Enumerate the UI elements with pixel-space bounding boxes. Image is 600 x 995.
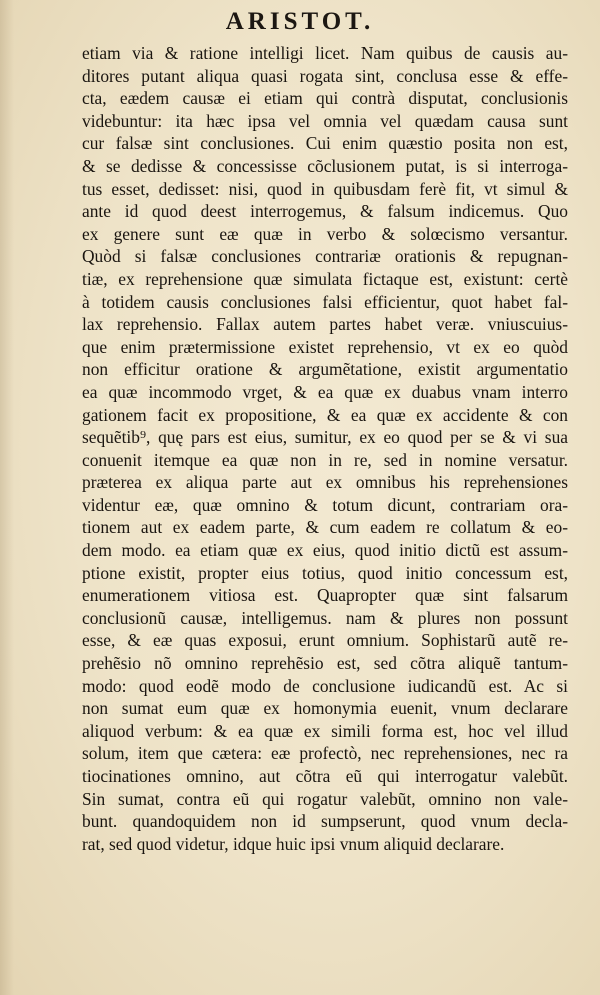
- text-line: cta, eædem causæ ei etiam qui contrà disputat, conclusionis: [82, 88, 568, 109]
- text-line: ea quæ incommodo vrget, & ea quæ ex duabus vnam interro: [82, 381, 568, 402]
- text-line: solum, item que cætera: eæ profectò, nec reprehensiones, nec ra: [82, 743, 568, 764]
- text-line: dem modo. ea etiam quæ ex eius, quod initio dictũ est assum-: [82, 540, 568, 561]
- text-line: sequẽtib⁹, quę pars est eius, sumitur, ex eo quod per se & vi sua: [82, 427, 568, 448]
- text-line: videbuntur: ita hæc ipsa vel omnia vel quædam causa sunt: [82, 110, 568, 131]
- text-line: & se dedisse & concessisse cõclusionem putat, is si interroga-: [82, 155, 568, 176]
- text-line: Quòd si falsæ conclusiones contrariæ orationis & repugnan-: [82, 246, 568, 267]
- text-line: tiocinationes omnino, aut cõtra eũ qui interrogatur valebũt.: [82, 766, 568, 786]
- text-line: Sin sumat, contra eũ qui rogatur valebũt, omnino non vale-: [82, 788, 568, 809]
- text-line: non sumat eum quæ ex homonymia euenit, vnum declarare: [82, 698, 568, 719]
- text-line: tiæ, ex reprehensione quæ simulata fictaque est, existunt: certè: [82, 268, 568, 289]
- text-line: esse, & eæ quas exposui, erunt omnium. Sophistarũ autẽ re-: [82, 630, 568, 651]
- page-gutter-shadow: [0, 0, 14, 995]
- text-line: non efficitur oratione & argumẽtatione, existit argumentatio: [82, 359, 568, 380]
- text-line: præterea ex aliqua parte aut ex omnibus his reprehensiones: [82, 472, 568, 493]
- text-line: gationem facit ex propositione, & ea quæ ex accidente & con: [82, 404, 568, 425]
- text-line: ex genere sunt eæ quæ in verbo & solœcismo versantur.: [82, 223, 568, 244]
- text-line: prehẽsio nõ omnino reprehẽsio est, sed cõtra aliquẽ tantum-: [82, 653, 568, 674]
- text-line: enumerationem vitiosa est. Quapropter quæ sint falsarum: [82, 585, 568, 606]
- text-line: que enim prætermissione existet reprehensio, vt ex eo quòd: [82, 336, 568, 357]
- body-text-block: [82, 42, 568, 855]
- text-line: rat, sed quod videtur, idque huic ipsi vnum aliquid declarare.: [82, 833, 505, 854]
- running-head: ARISTOT.: [225, 8, 375, 35]
- text-line: tionem aut ex eadem parte, & cum eadem re collatum & eo-: [82, 517, 568, 538]
- text-line: lax reprehensio. Fallax autem partes habet veræ. vniuscuius-: [82, 314, 568, 335]
- text-line: videntur eæ, quæ omnino & totum dicunt, contrariam ora-: [82, 494, 568, 515]
- text-line: bunt. quandoquidem non id sumpserunt, quod vnum decla-: [82, 811, 568, 832]
- text-line: modo: quod eodẽ modo de conclusione iudicandũ est. Ac si: [82, 675, 568, 696]
- text-line: etiam via & ratione intelligi licet. Nam quibus de causis au-: [82, 43, 568, 63]
- text-line: ditores putant aliqua quasi rogata sint, conclusa esse & effe-: [82, 65, 568, 86]
- text-line: ante id quod deest interrogemus, & falsum indicemus. Quo: [82, 201, 568, 222]
- text-line: ptione existit, propter eius totius, quod initio concessum est,: [82, 562, 568, 583]
- text-line: conclusionũ causæ, intelligemus. nam & plures non possunt: [82, 607, 568, 628]
- text-line: tus esset, dedisset: nisi, quod in quibusdam ferè fit, vt simul &: [82, 178, 568, 199]
- text-line: cur falsæ sint conclusiones. Cui enim quæstio posita non est,: [82, 133, 568, 154]
- text-line: aliquod verbum: & ea quæ ex simili forma est, hoc vel illud: [82, 720, 568, 741]
- text-line: à totidem causis conclusiones falsi efficientur, quot habet fal-: [82, 291, 568, 312]
- text-line: conuenit itemque ea quæ non in re, sed in nomine versatur.: [82, 449, 568, 470]
